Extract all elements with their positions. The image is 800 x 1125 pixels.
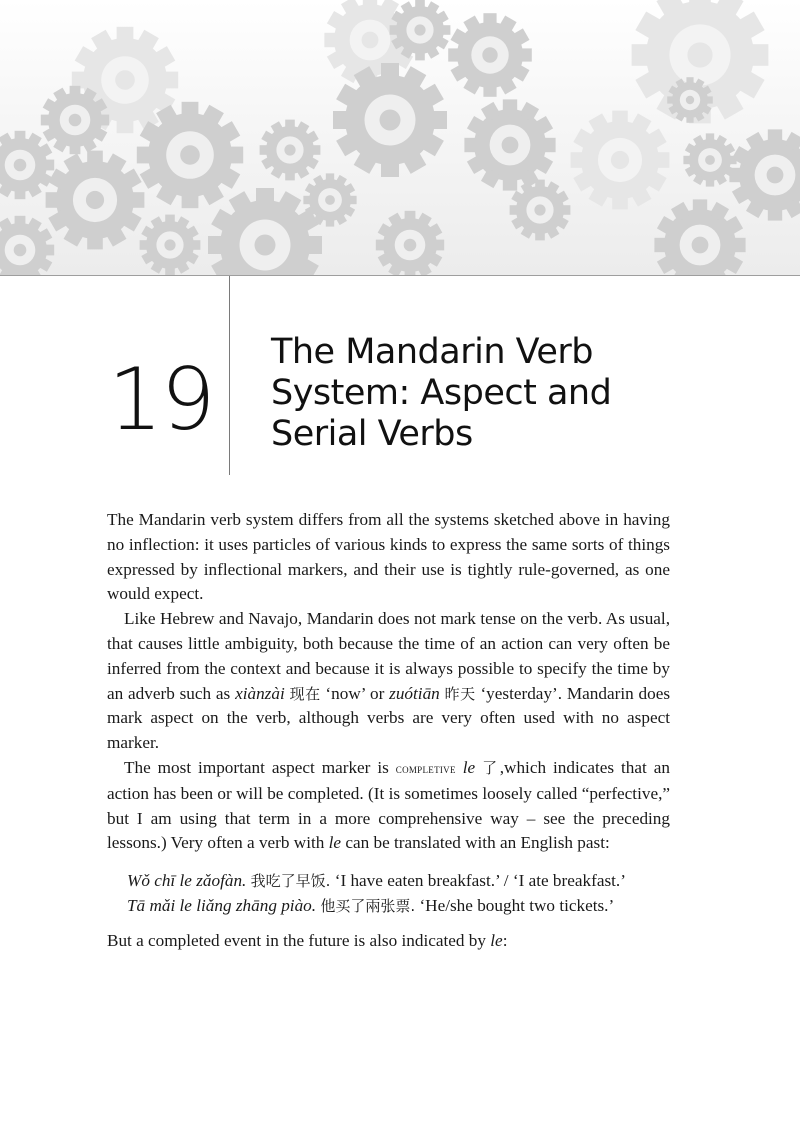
text-run: can be translated with an English past:	[341, 833, 610, 853]
hanzi-term: 了	[482, 758, 500, 777]
example-gloss: ‘He/she bought two tickets.’	[419, 895, 615, 915]
hanzi-term: 昨天	[444, 684, 476, 703]
chapter-title-line: System: Aspect and	[271, 373, 612, 413]
chapter-title	[271, 332, 691, 455]
paragraph-2	[107, 607, 670, 756]
text-run: ‘now’ or	[320, 683, 390, 703]
example-hanzi: 我吃了早饭.	[250, 872, 331, 891]
example-item	[127, 894, 670, 919]
paragraph-4	[107, 929, 670, 954]
gears-icon	[0, 0, 800, 275]
text-run: ‘yesterday’. Mandarin does mark aspect on the verb, although verbs are very often used with no aspect marker.	[107, 683, 671, 753]
example-list	[127, 869, 670, 919]
paragraph-1: The Mandarin verb system differs from all the systems sketched above in having no inflection: it uses particles of various kinds to express the same sorts of things expressed by inflectional markers, and their use is tightly rule-governed, as one would expect.	[107, 510, 670, 604]
example-item	[127, 869, 670, 894]
text-run: :	[502, 930, 508, 950]
smallcaps-term: completive	[395, 760, 456, 776]
example-pinyin: Wǒ chī le zǎofàn.	[127, 871, 247, 891]
pinyin-term: le	[328, 833, 342, 853]
pinyin-term: le	[490, 930, 503, 950]
hanzi-term: 现在	[289, 684, 321, 703]
chapter-number: 19	[108, 350, 214, 450]
title-divider	[229, 276, 230, 475]
text-run: But a completed event in the future is also indicated by	[107, 930, 491, 950]
text-run: The most important aspect marker is	[124, 757, 396, 777]
pinyin-term: le	[462, 757, 476, 777]
example-pinyin: Tā mǎi le liǎng zhāng piào.	[127, 895, 317, 915]
text-run: Like Hebrew and Navajo, Mandarin does not mark tense on the verb. As usual, that causes little ambiguity, both because the time of an action can very often be inferred from the context and because it is always possible to specify the time by an adverb such as	[107, 609, 670, 703]
paragraph-3	[107, 756, 670, 856]
pinyin-term: zuótiān	[389, 683, 440, 703]
pinyin-term: xiànzài	[235, 683, 285, 703]
text-run: ,which indicates that an action has been or will be completed. (It is sometimes loosely called “perfective,” but I am using that term in a more comprehensive way – see the preceding lessons.) Very often a verb with	[107, 757, 670, 853]
body-text	[107, 508, 670, 954]
chapter-title-line: The Mandarin Verb	[271, 332, 594, 372]
example-hanzi: 他买了兩张票.	[320, 896, 416, 915]
example-gloss: ‘I have eaten breakfast.’ / ‘I ate breakfast.’	[334, 871, 626, 891]
chapter-banner	[0, 0, 800, 276]
chapter-title-line: Serial Verbs	[271, 414, 473, 454]
